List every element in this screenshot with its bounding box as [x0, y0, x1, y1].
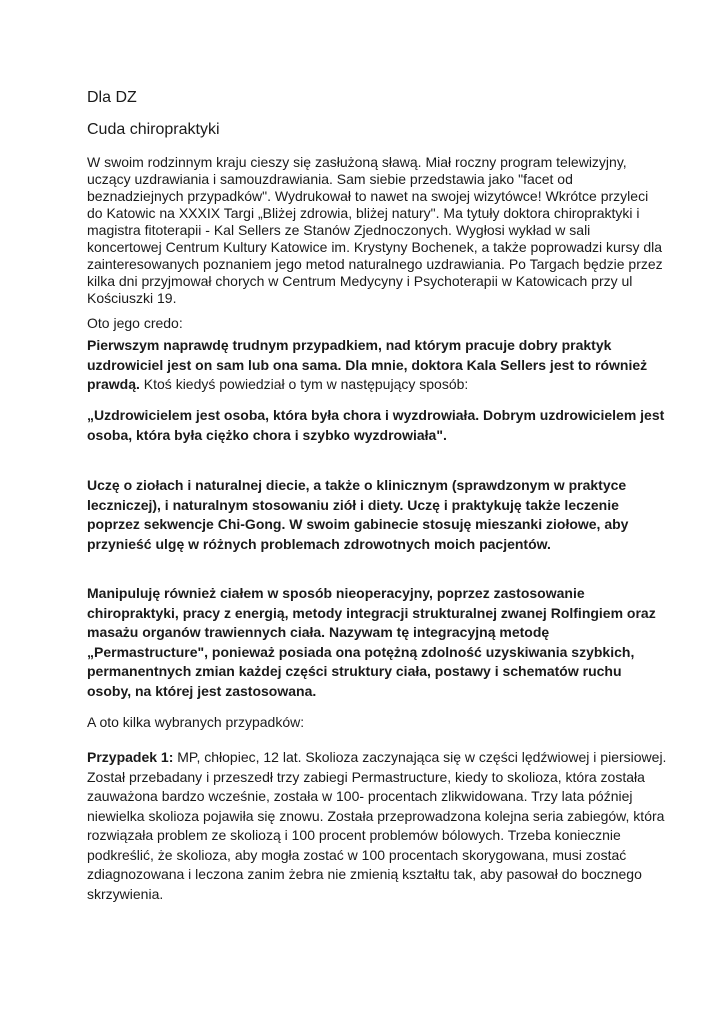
credo-normal-text: Ktoś kiedyś powiedział o tym w następujący sposób: — [139, 376, 469, 392]
case1-paragraph — [87, 748, 667, 904]
teach-text: Uczę o ziołach i naturalnej diecie, a także o klinicznym (sprawdzonym w praktyce leczniczej), i naturalnym stosowaniu ziół i diety. Uczę i praktykuję także leczenie poprzez sekwencje Chi-Gong. W swoim gabinecie stosuję mieszanki ziołowe, aby przynieść ulgę w różnych problemach zdrowotnych moich pacjentów. — [87, 477, 629, 552]
quote-text: „Uzdrowicielem jest osoba, która była chora i wyzdrowiała. Dobrym uzdrowicielem jest osoba, która była ciężko chora i szybko wyzdrowiała". — [87, 407, 665, 443]
quote-paragraph — [87, 406, 667, 445]
credo-bold-text: Pierwszym naprawdę trudnym przypadkiem, nad którym pracuje dobry praktyk uzdrowiciel jest on sam lub ona sama. Dla mnie, doktora Kala Sellers jest to również prawdą. — [87, 337, 648, 392]
intro-paragraph: W swoim rodzinnym kraju cieszy się zasłużoną sławą. Miał roczny program telewizyjny, uczący uzdrawiania i samouzdrawiania. Sam siebie przedstawia jako "facet od beznadziejnych przypadków". Wydrukował to nawet na swojej wizytówce! Wkrótce przyleci do Katowic na XXXIX Targi „Bliżej zdrowia, bliżej natury". Ma tytuły doktora chiropraktyki i magistra fitoterapii - Kal Sellers ze Stanów Zjednoczonych. Wygłosi wykład w sali koncertowej Centrum Kultury Katowice im. Krystyny Bochenek, a także poprowadzi kursy dla zainteresowanych poznaniem jego metod naturalnego uzdrawiania. Po Targach będzie przez kilka dni przyjmował chorych w Centrum Medycyny i Psychoterapii w Katowicach przy ul Kościuszki 19. — [87, 154, 663, 306]
manipulate-text: Manipuluję również ciałem w sposób nieoperacyjny, poprzez zastosowanie chiropraktyki, pracy z energią, metody integracji strukturalnej zwanej Rolfingiem oraz masażu organów trawiennych ciała. Nazywam tę integracyjną metodę „Permastructure", ponieważ posiada ona potężną zdolność uzyskiwania szybkich, permanentnych zmian każdej części struktury ciała, postawy i schematów ruchu osoby, na której jest zastosowana. — [87, 585, 656, 699]
heading-cuda-chiropraktyki: Cuda chiropraktyki — [87, 121, 220, 138]
credo-intro: Oto jego credo: — [87, 315, 183, 331]
cases-intro: A oto kilka wybranych przypadków: — [87, 714, 305, 730]
case1-label: Przypadek 1: — [87, 749, 174, 765]
teach-paragraph — [87, 476, 667, 554]
manipulate-paragraph — [87, 584, 667, 701]
heading-dla-dz: Dla DZ — [87, 89, 137, 106]
credo-paragraph — [87, 336, 667, 395]
case1-text: MP, chłopiec, 12 lat. Skolioza zaczynająca się w części lędźwiowej i piersiowej. Został przebadany i przeszedł trzy zabiegi Permastructure, kiedy to skolioza, która została zauważona bardzo wcześnie, została w 100- procentach zlikwidowana. Trzy lata później niewielka skolioza pojawiła się znowu. Została przeprowadzona kolejna seria zabiegów, która rozwiązała problem ze skoliozą i 100 procent problemów bólowych. Trzeba koniecznie podkreślić, że skolioza, aby mogła zostać w 100 procentach skorygowana, musi zostać zdiagnozowana i leczona zanim żebra nie zmienią kształtu tak, aby pasował do bocznego skrzywienia. — [87, 749, 667, 902]
